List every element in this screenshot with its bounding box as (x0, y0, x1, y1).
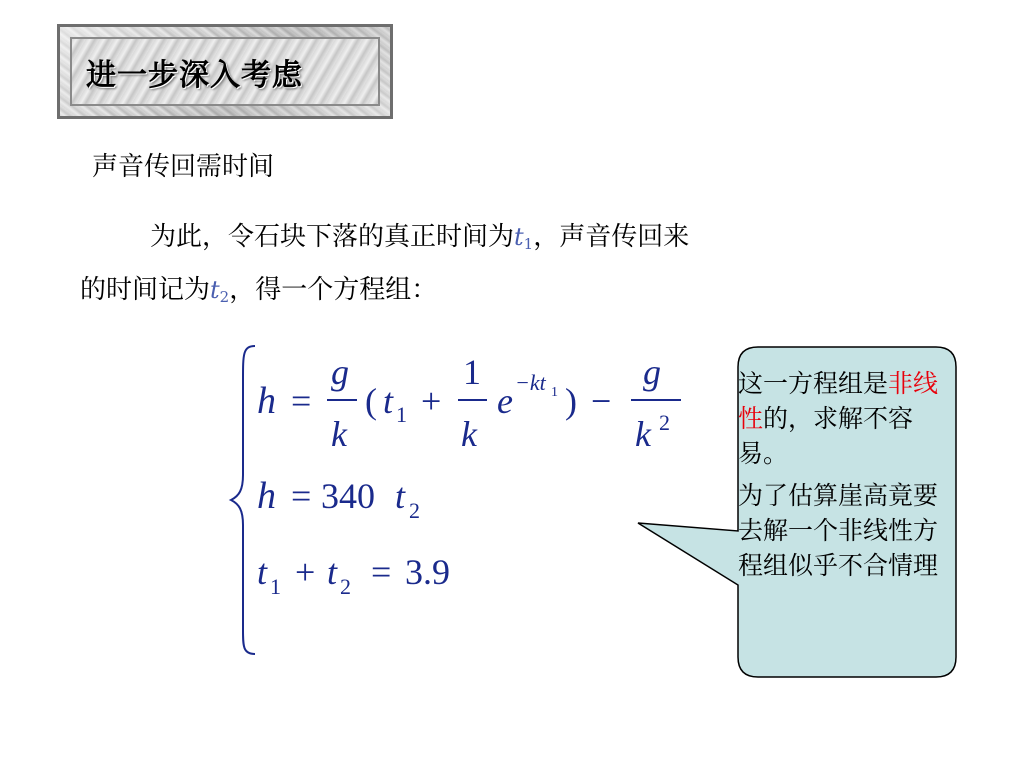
eq1-exponent-sub: 1 (551, 385, 558, 400)
eq2-sub: 2 (409, 498, 420, 523)
callout-paragraph-1: 这一方程组是非线性的，求解不容易。 (738, 369, 939, 468)
eq3-t2: t (327, 552, 338, 592)
eq1-lhs: h (257, 380, 276, 422)
equation-2 (257, 475, 420, 523)
eq3-sub2: 2 (340, 574, 351, 599)
title-box (57, 24, 393, 119)
page-title: 进一步深入考虑 (86, 57, 303, 93)
eq1-one: 1 (463, 352, 481, 392)
eq1-t1-sub: 1 (396, 402, 407, 427)
eq1-k3-exp: 2 (659, 410, 670, 435)
eq1-close-paren: ) (565, 381, 577, 421)
para-part2: ，声音传回来 (533, 222, 690, 252)
eq2-coef: 340 (321, 476, 375, 516)
eq1-equals: = (291, 381, 312, 421)
eq1-open-paren: ( (365, 381, 377, 421)
eq1-plus: + (421, 381, 442, 421)
var-t1: $t_1$ (514, 223, 534, 253)
callout-paragraph-2: 为了估算崖高竟要去解一个非线性方程组似乎不合情理 (738, 481, 939, 580)
subtitle-line: 声音传回需时间 (92, 152, 275, 182)
nonlinear-highlight: 非线性 (738, 369, 939, 433)
eq1-e: e (497, 381, 513, 421)
eq1-exponent: −kt (515, 370, 546, 395)
para-part1: 为此，令石块下落的真正时间为 (150, 222, 515, 252)
eq2-t: t (395, 476, 406, 516)
eq1-k3: k (635, 414, 651, 454)
eq3-sub1: 1 (270, 574, 281, 599)
eq1-minus: − (591, 381, 612, 421)
para-part3: 的时间记为 (80, 275, 211, 305)
eq1-g1: g (331, 352, 349, 392)
eq2-equals: = (291, 476, 312, 516)
intro-paragraph (80, 214, 880, 320)
eq3-t1: t (257, 552, 268, 592)
title-inner-panel (70, 37, 380, 106)
equation-3 (257, 552, 450, 599)
eq3-plus: + (295, 552, 316, 592)
left-brace (231, 346, 255, 654)
para-part4: ，得一个方程组： (229, 275, 438, 305)
eq1-t1: t (383, 381, 394, 421)
eq2-lhs: h (257, 475, 276, 517)
eq3-rhs: 3.9 (405, 552, 450, 592)
eq1-k2: k (461, 414, 477, 454)
equation-system (225, 340, 695, 660)
eq3-equals: = (371, 552, 392, 592)
eq1-g2: g (643, 352, 661, 392)
callout-text (738, 366, 952, 590)
equation-1 (257, 352, 681, 454)
eq1-k1: k (331, 414, 347, 454)
var-t2: $t_2$ (210, 276, 230, 306)
